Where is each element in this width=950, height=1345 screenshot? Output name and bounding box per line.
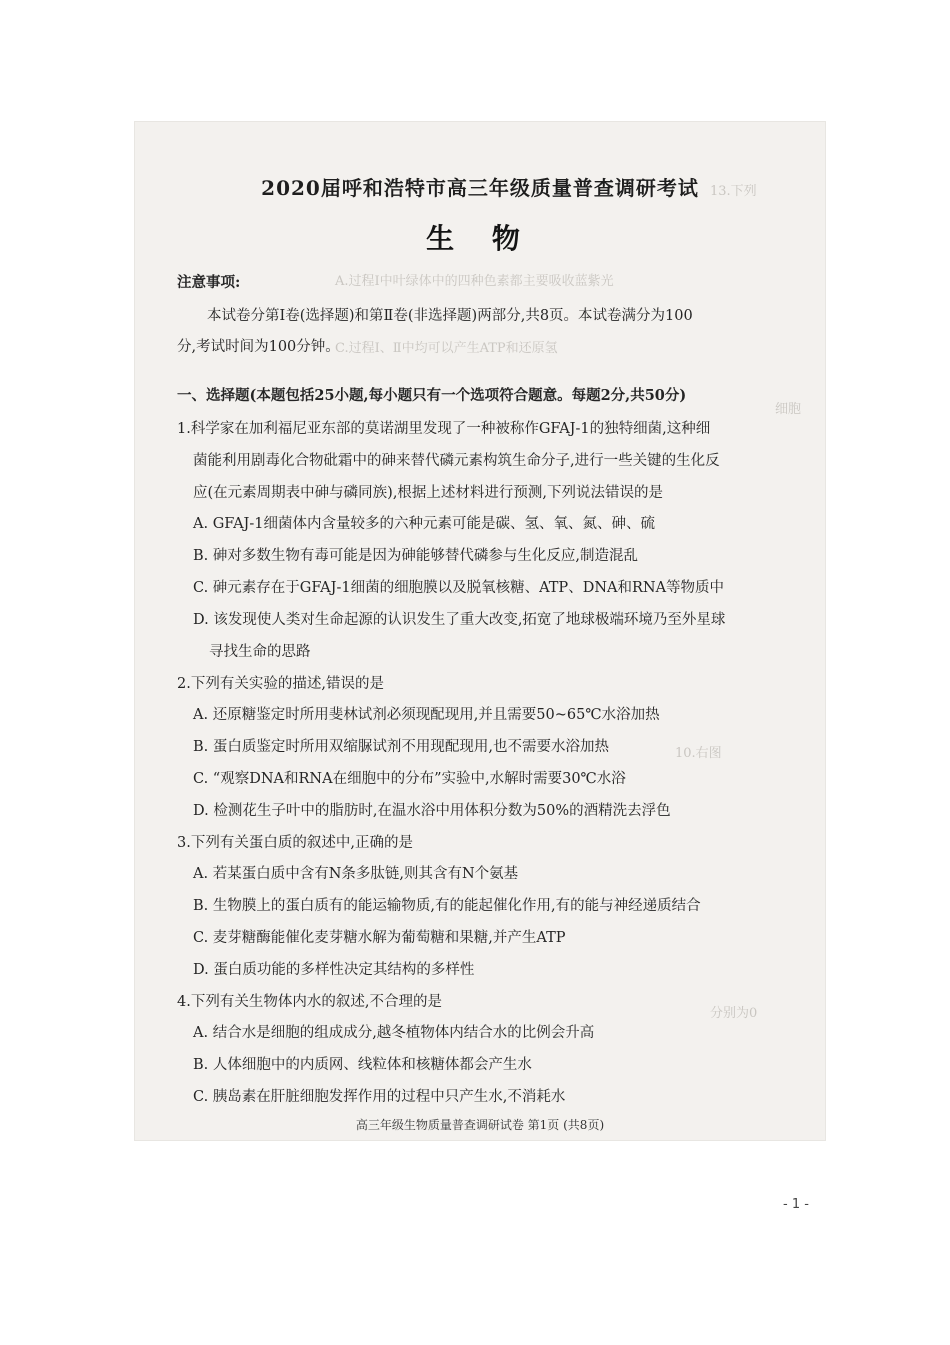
question-option: B. 蛋白质鉴定时所用双缩脲试剂不用现配现用,也不需要水浴加热 <box>193 739 609 755</box>
section-heading: 一、选择题(本题包括25小题,每小题只有一个选项符合题意。每题2分,共50分) <box>177 387 687 404</box>
question-stem: 2.下列有关实验的描述,错误的是 <box>177 676 384 692</box>
question-stem: 4.下列有关生物体内水的叙述,不合理的是 <box>177 994 442 1010</box>
question-option: 寻找生命的思路 <box>209 644 311 660</box>
question-option: B. 砷对多数生物有毒可能是因为砷能够替代磷参与生化反应,制造混乱 <box>193 548 638 564</box>
bleed-through: 分别为0 <box>710 1006 758 1021</box>
question-option: C. 胰岛素在肝脏细胞发挥作用的过程中只产生水,不消耗水 <box>193 1089 566 1105</box>
subject-title: 生 物 <box>426 222 534 255</box>
question-option: A. 结合水是细胞的组成成分,越冬植物体内结合水的比例会升高 <box>193 1025 595 1041</box>
question-stem: 1.科学家在加利福尼亚东部的莫诺湖里发现了一种被称作GFAJ-1的独特细菌,这种细 <box>177 421 711 437</box>
bleed-through: 细胞 <box>775 402 802 417</box>
page-number: - 1 - <box>783 1197 809 1212</box>
notice-heading: 注意事项: <box>177 274 241 291</box>
question-option: C. 砷元素存在于GFAJ-1细菌的细胞膜以及脱氧核糖、ATP、DNA和RNA等物质中 <box>193 580 725 596</box>
question-option: D. 蛋白质功能的多样性决定其结构的多样性 <box>193 962 475 978</box>
question-option: A. GFAJ-1细菌体内含量较多的六种元素可能是碳、氢、氧、氮、砷、硫 <box>193 516 655 532</box>
page-footer: 高三年级生物质量普查调研试卷 第1页 (共8页) <box>355 1118 605 1132</box>
notice-text: 分,考试时间为100分钟。 <box>177 339 340 355</box>
question-option: A. 若某蛋白质中含有N条多肽链,则其含有N个氨基 <box>193 866 519 882</box>
bleed-through: 13.下列 <box>710 184 757 199</box>
question-option: C. “观察DNA和RNA在细胞中的分布”实验中,水解时需要30℃水浴 <box>193 771 626 787</box>
question-option: B. 生物膜上的蛋白质有的能运输物质,有的能起催化作用,有的能与神经递质结合 <box>193 898 701 914</box>
question-option: C. 麦芽糖酶能催化麦芽糖水解为葡萄糖和果糖,并产生ATP <box>193 930 566 946</box>
question-option: A. 还原糖鉴定时所用斐林试剂必须现配现用,并且需要50~65℃水浴加热 <box>193 707 660 723</box>
question-stem: 应(在元素周期表中砷与磷同族),根据上述材料进行预测,下列说法错误的是 <box>193 485 664 501</box>
bleed-through: A.过程Ⅰ中叶绿体中的四种色素都主要吸收蓝紫光 <box>335 274 614 289</box>
exam-title: 2020届呼和浩特市高三年级质量普查调研考试 <box>261 176 699 200</box>
question-option: D. 检测花生子叶中的脂肪时,在温水浴中用体积分数为50%的酒精洗去浮色 <box>193 803 671 819</box>
notice-text: 本试卷分第Ⅰ卷(选择题)和第Ⅱ卷(非选择题)两部分,共8页。本试卷满分为100 <box>207 308 693 324</box>
scanned-page <box>135 122 825 1140</box>
bleed-through: C.过程Ⅰ、Ⅱ中均可以产生ATP和还原氢 <box>335 341 558 356</box>
question-stem: 3.下列有关蛋白质的叙述中,正确的是 <box>177 835 413 851</box>
question-option: B. 人体细胞中的内质网、线粒体和核糖体都会产生水 <box>193 1057 532 1073</box>
question-stem: 菌能利用剧毒化合物砒霜中的砷来替代磷元素构筑生命分子,进行一些关键的生化反 <box>193 453 720 469</box>
question-option: D. 该发现使人类对生命起源的认识发生了重大改变,拓宽了地球极端环境乃至外星球 <box>193 612 726 628</box>
bleed-through: 10.右图 <box>675 746 722 761</box>
